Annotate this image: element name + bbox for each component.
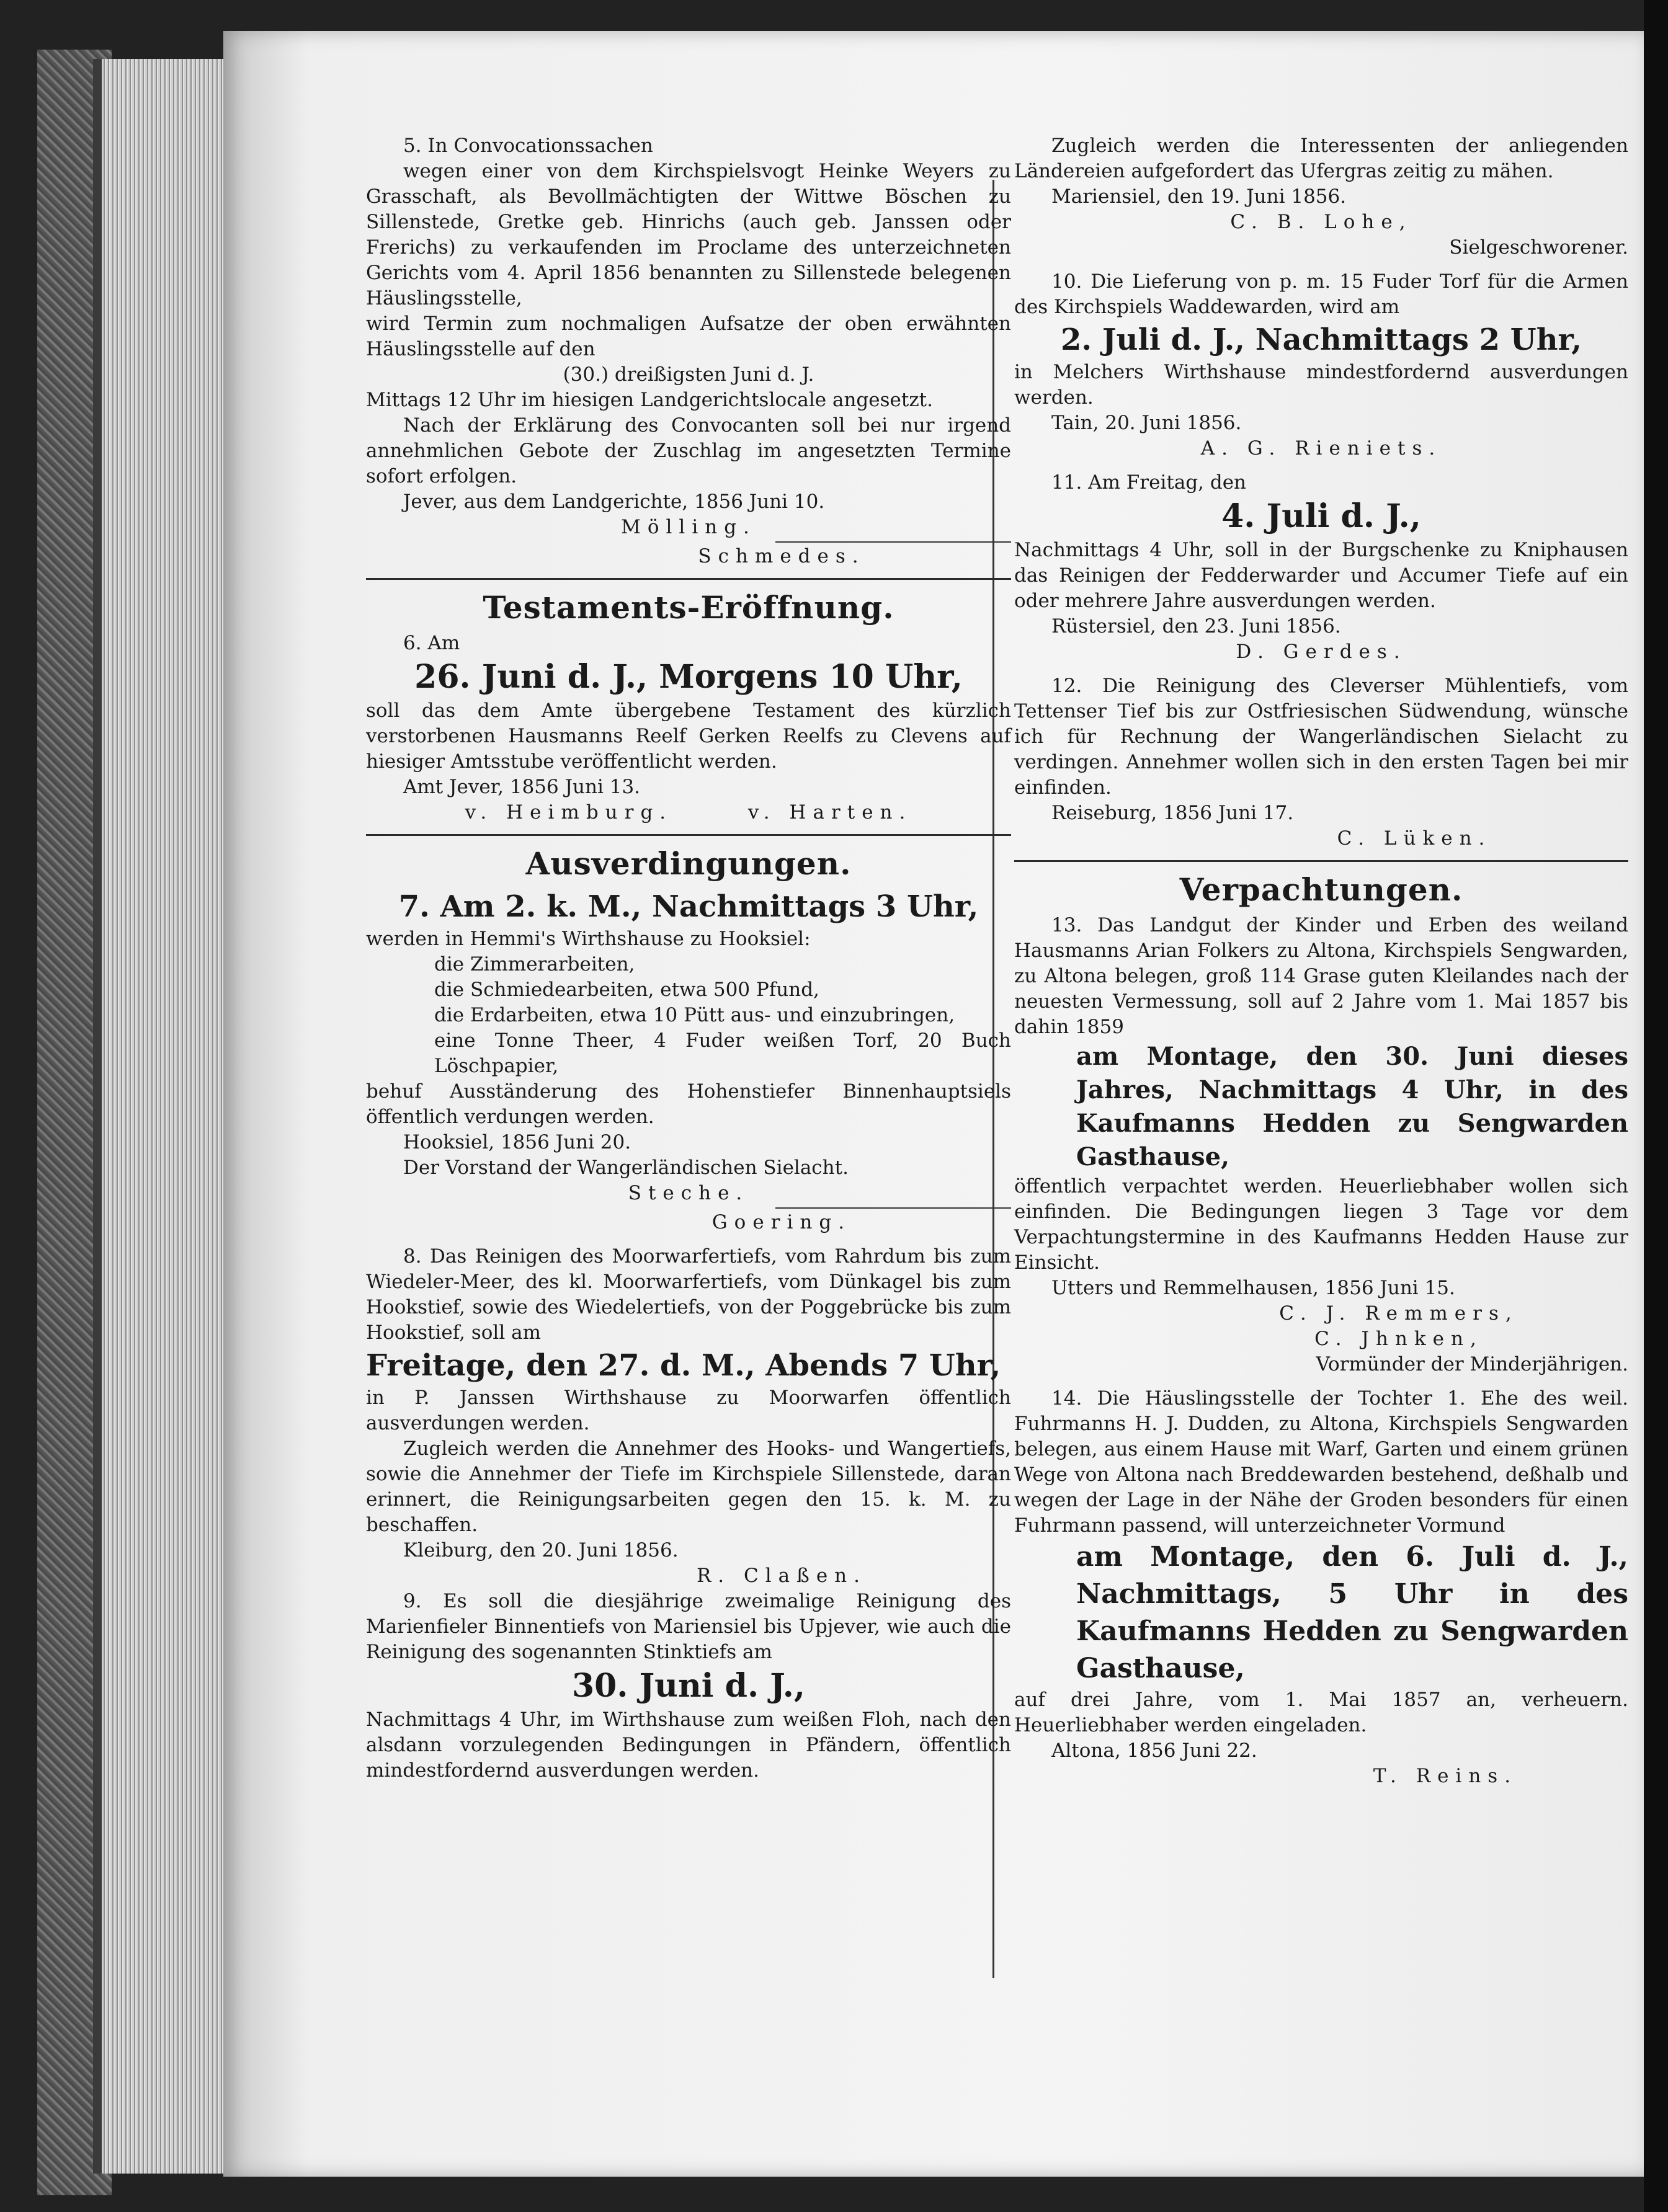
section-rule — [1014, 860, 1628, 862]
notice-body: Mittags 12 Uhr im hiesigen Landgerichtslocale angesetzt. — [366, 389, 933, 411]
notice-body: behuf Ausständerung des Hohenstiefer Binnenhauptsiels öffentlich verdungen werden. — [366, 1080, 1011, 1128]
signature: C. J. Remmers, — [1279, 1302, 1519, 1325]
notice-body: in P. Janssen Wirthshause zu Moorwarfen öffentlich ausverdungen werden. — [366, 1387, 1011, 1434]
notice-intro: 5. In Convocationssachen — [403, 135, 653, 157]
page-stack-edge — [93, 59, 238, 2174]
notice-body: 14. Die Häuslingsstelle der Tochter 1. Ehe des weil. Fuhrmanns H. J. Dudden, zu Altona, Kirchspiels Sengwarden belegen, aus einem Hause mit Warf, Garten und einem grünen Wege von Altona nach Breddewarden bestehend, deßhalb und wegen der Lage in der Nähe der Groden besonders für einen Fuhrmann passend, will unterzeichneter Vormund — [1014, 1387, 1628, 1537]
left-column — [366, 133, 1011, 1783]
section-heading: Ausverdingungen. — [525, 845, 852, 882]
signature: Steche. — [628, 1182, 749, 1204]
signature: C. Jhnken, — [1314, 1328, 1483, 1350]
signature: T. Reins. — [1373, 1765, 1518, 1787]
signature-2: v. Harten. — [747, 801, 912, 824]
list-item: die Schmiedearbeiten, etwa 500 Pfund, — [434, 979, 819, 1001]
notice-6 — [366, 631, 1011, 825]
notice-body: Zugleich werden die Interessenten der anliegenden Ländereien aufgefordert das Ufergras zeitig zu mähen. — [1014, 135, 1628, 182]
notice-place: Tain, 20. Juni 1856. — [1051, 412, 1242, 434]
notice-body: werden in Hemmi's Wirthshause zu Hooksiel: — [366, 928, 811, 950]
section-heading: Testaments-Eröffnung. — [483, 589, 894, 626]
notice-body: Zugleich werden die Annehmer des Hooks- und Wangertiefs, sowie die Annehmer der Tiefe im Kirchspiele Sillenstede, daran erinnert, die Reinigungsarbeiten gegen den 15. k. M. zu beschaffen. — [366, 1437, 1011, 1536]
signature-role: Sielgeschworener. — [1449, 236, 1628, 259]
notice-body: öffentlich verpachtet werden. Heuerliebhaber wollen sich einfinden. Die Bedingungen liegen 3 Tage vor dem Verpachtungstermine in des Kaufmanns Hedden Hause zur Einsicht. — [1014, 1175, 1628, 1274]
notice-date: 26. Juni d. J., Morgens 10 Uhr, — [414, 658, 963, 696]
notice-body: 13. Das Landgut der Kinder und Erben des weiland Hausmanns Arian Folkers zu Altona, Kirchspiels Sengwarden, zu Altona belegen, groß 114 Grase guten Kleilandes nach der neuesten Vermessung, soll auf 2 Jahre vom 1. Mai 1857 bis dahin 1859 — [1014, 914, 1628, 1038]
notice-10 — [1014, 269, 1628, 461]
signature: Mölling. — [621, 516, 756, 538]
notice-place: Kleiburg, den 20. Juni 1856. — [403, 1539, 679, 1561]
signature: C. Lüken. — [1337, 827, 1492, 850]
list-item: eine Tonne Theer, 4 Fuder weißen Torf, 20 Buch Löschpapier, — [434, 1029, 1011, 1077]
notice-date: 2. Juli d. J., Nachmittags 2 Uhr, — [1061, 322, 1582, 357]
notice-body: Nach der Erklärung des Convocanten soll bei nur irgend annehmlichen Gebote der Zuschlag im angesetzten Termine sofort erfolgen. — [366, 414, 1011, 487]
notice-7 — [366, 887, 1011, 1235]
signature-line — [775, 1207, 1011, 1209]
notice-5 — [366, 133, 1011, 569]
notice-place: Rüstersiel, den 23. Juni 1856. — [1051, 615, 1341, 637]
signature: D. Gerdes. — [1236, 641, 1407, 663]
signature-role: Vormünder der Minderjährigen. — [1316, 1353, 1628, 1375]
notice-body: in Melchers Wirthshause mindestfordernd ausverdungen werden. — [1014, 361, 1628, 409]
signature-1: v. Heimburg. — [465, 801, 673, 824]
notice-body: soll das dem Amte übergebene Testament des kürzlich verstorbenen Hausmanns Reelf Gerken Reelfs zu Clevens auf hiesiger Amtsstube veröffentlicht werden. — [366, 700, 1011, 773]
notice-place: Hooksiel, 1856 Juni 20. — [403, 1131, 631, 1153]
notice-9 — [366, 1589, 1011, 1783]
notice-body: auf drei Jahre, vom 1. Mai 1857 an, verheuern. Heuerliebhaber werden eingeladen. — [1014, 1689, 1628, 1736]
notice-11 — [1014, 470, 1628, 665]
notice-body: Nachmittags 4 Uhr, soll in der Burgschenke zu Kniphausen das Reinigen der Fedderwarder und Accumer Tiefe auf ein oder mehrere Jahre ausverdungen werden. — [1014, 539, 1628, 612]
section-rule — [366, 578, 1011, 580]
notice-date: (30.) dreißigsten Juni d. J. — [563, 363, 814, 386]
notice-date: Freitage, den 27. d. M., Abends 7 Uhr, — [366, 1348, 1001, 1383]
right-column — [1014, 133, 1628, 1789]
notice-body: Nachmittags 4 Uhr, im Wirthshause zum weißen Floh, nach den alsdann vorzulegenden Bedingungen in Pfändern, öffentlich mindestfordernd ausverdungen werden. — [366, 1708, 1011, 1782]
notice-body: 12. Die Reinigung des Cleverser Mühlentiefs, vom Tettenser Tief bis zur Ostfriesischen Südwendung, wünsche ich für Rechnung der Wangerländischen Sielacht zu verdingen. Annehmer wollen sich in den ersten Tagen bei mir einfinden. — [1014, 675, 1628, 799]
notice-place: Jever, aus dem Landgerichte, 1856 Juni 10. — [403, 491, 825, 513]
notice-date: am Montage, den 30. Juni dieses Jahres, Nachmittags 4 Uhr, in des Kaufmanns Hedden zu Sengwarden Gasthause, — [1076, 1042, 1628, 1171]
notice-body: 10. Die Lieferung von p. m. 15 Fuder Torf für die Armen des Kirchspiels Waddewarden, wird am — [1014, 270, 1628, 318]
signature: C. B. Lohe, — [1230, 211, 1412, 233]
list-item: die Erdarbeiten, etwa 10 Pütt aus- und einzubringen, — [434, 1004, 955, 1026]
notice-intro: 6. Am — [403, 632, 460, 654]
notice-date: 7. Am 2. k. M., Nachmittags 3 Uhr, — [398, 889, 979, 924]
signature: R. Claßen. — [696, 1565, 867, 1587]
signature: Goering. — [711, 1211, 852, 1233]
notice-place: Altona, 1856 Juni 22. — [1051, 1739, 1257, 1762]
notice-org: Der Vorstand der Wangerländischen Sielacht. — [403, 1157, 849, 1179]
section-heading: Verpachtungen. — [1179, 871, 1463, 908]
scan-background — [1644, 0, 1668, 2212]
notice-13 — [1014, 913, 1628, 1377]
signature: A. G. Rieniets. — [1200, 437, 1442, 460]
notice-12 — [1014, 673, 1628, 851]
work-list — [366, 952, 1011, 1079]
notice-8 — [366, 1244, 1011, 1589]
notice-date: am Montage, den 6. Juli d. J., Nachmittags, 5 Uhr in des Kaufmanns Hedden zu Sengwarden Gasthause, — [1076, 1541, 1628, 1684]
notice-14 — [1014, 1386, 1628, 1789]
notice-body: 8. Das Reinigen des Moorwarfertiefs, vom Rahrdum bis zum Wiedeler-Meer, des kl. Moorwarfertiefs, vom Dünkagel bis zum Hookstief, sowie des Wiedelertiefs, von der Poggebrücke bis zum Hookstief, soll am — [366, 1245, 1011, 1344]
signature: Schmedes. — [698, 545, 865, 567]
notice-body: wegen einer von dem Kirchspielsvogt Heinke Weyers zu Grasschaft, als Bevollmächtigten der Wittwe Böschen zu Sillenstede, Gretke geb. Hinrichs (auch geb. Janssen oder Frerichs) zu verkaufenden im Proclame des unterzeichneten Gerichts vom 4. April 1856 benannten zu Sillenstede belegenen Häuslingsstelle, — [366, 160, 1011, 309]
list-item: die Zimmerarbeiten, — [434, 953, 635, 975]
notice-place: Reiseburg, 1856 Juni 17. — [1051, 802, 1294, 824]
notice-intro: 11. Am Freitag, den — [1051, 471, 1247, 494]
notice-9-continued — [1014, 133, 1628, 260]
notice-place: Mariensiel, den 19. Juni 1856. — [1051, 185, 1347, 208]
notice-place: Amt Jever, 1856 Juni 13. — [403, 776, 641, 798]
notice-body: 9. Es soll die diesjährige zweimalige Reinigung des Marienfieler Binnentiefs von Mariensiel bis Upjever, wie auch die Reinigung des sogenannten Stinktiefs am — [366, 1590, 1011, 1663]
section-rule — [366, 834, 1011, 836]
notice-date: 4. Juli d. J., — [1221, 497, 1421, 535]
notice-body: wird Termin zum nochmaligen Aufsatze der oben erwähnten Häuslingsstelle auf den — [366, 313, 1011, 360]
signature-line — [775, 541, 1011, 543]
notice-date: 30. Juni d. J., — [572, 1667, 805, 1705]
signature — [366, 800, 1011, 825]
notice-place: Utters und Remmelhausen, 1856 Juni 15. — [1051, 1277, 1455, 1299]
